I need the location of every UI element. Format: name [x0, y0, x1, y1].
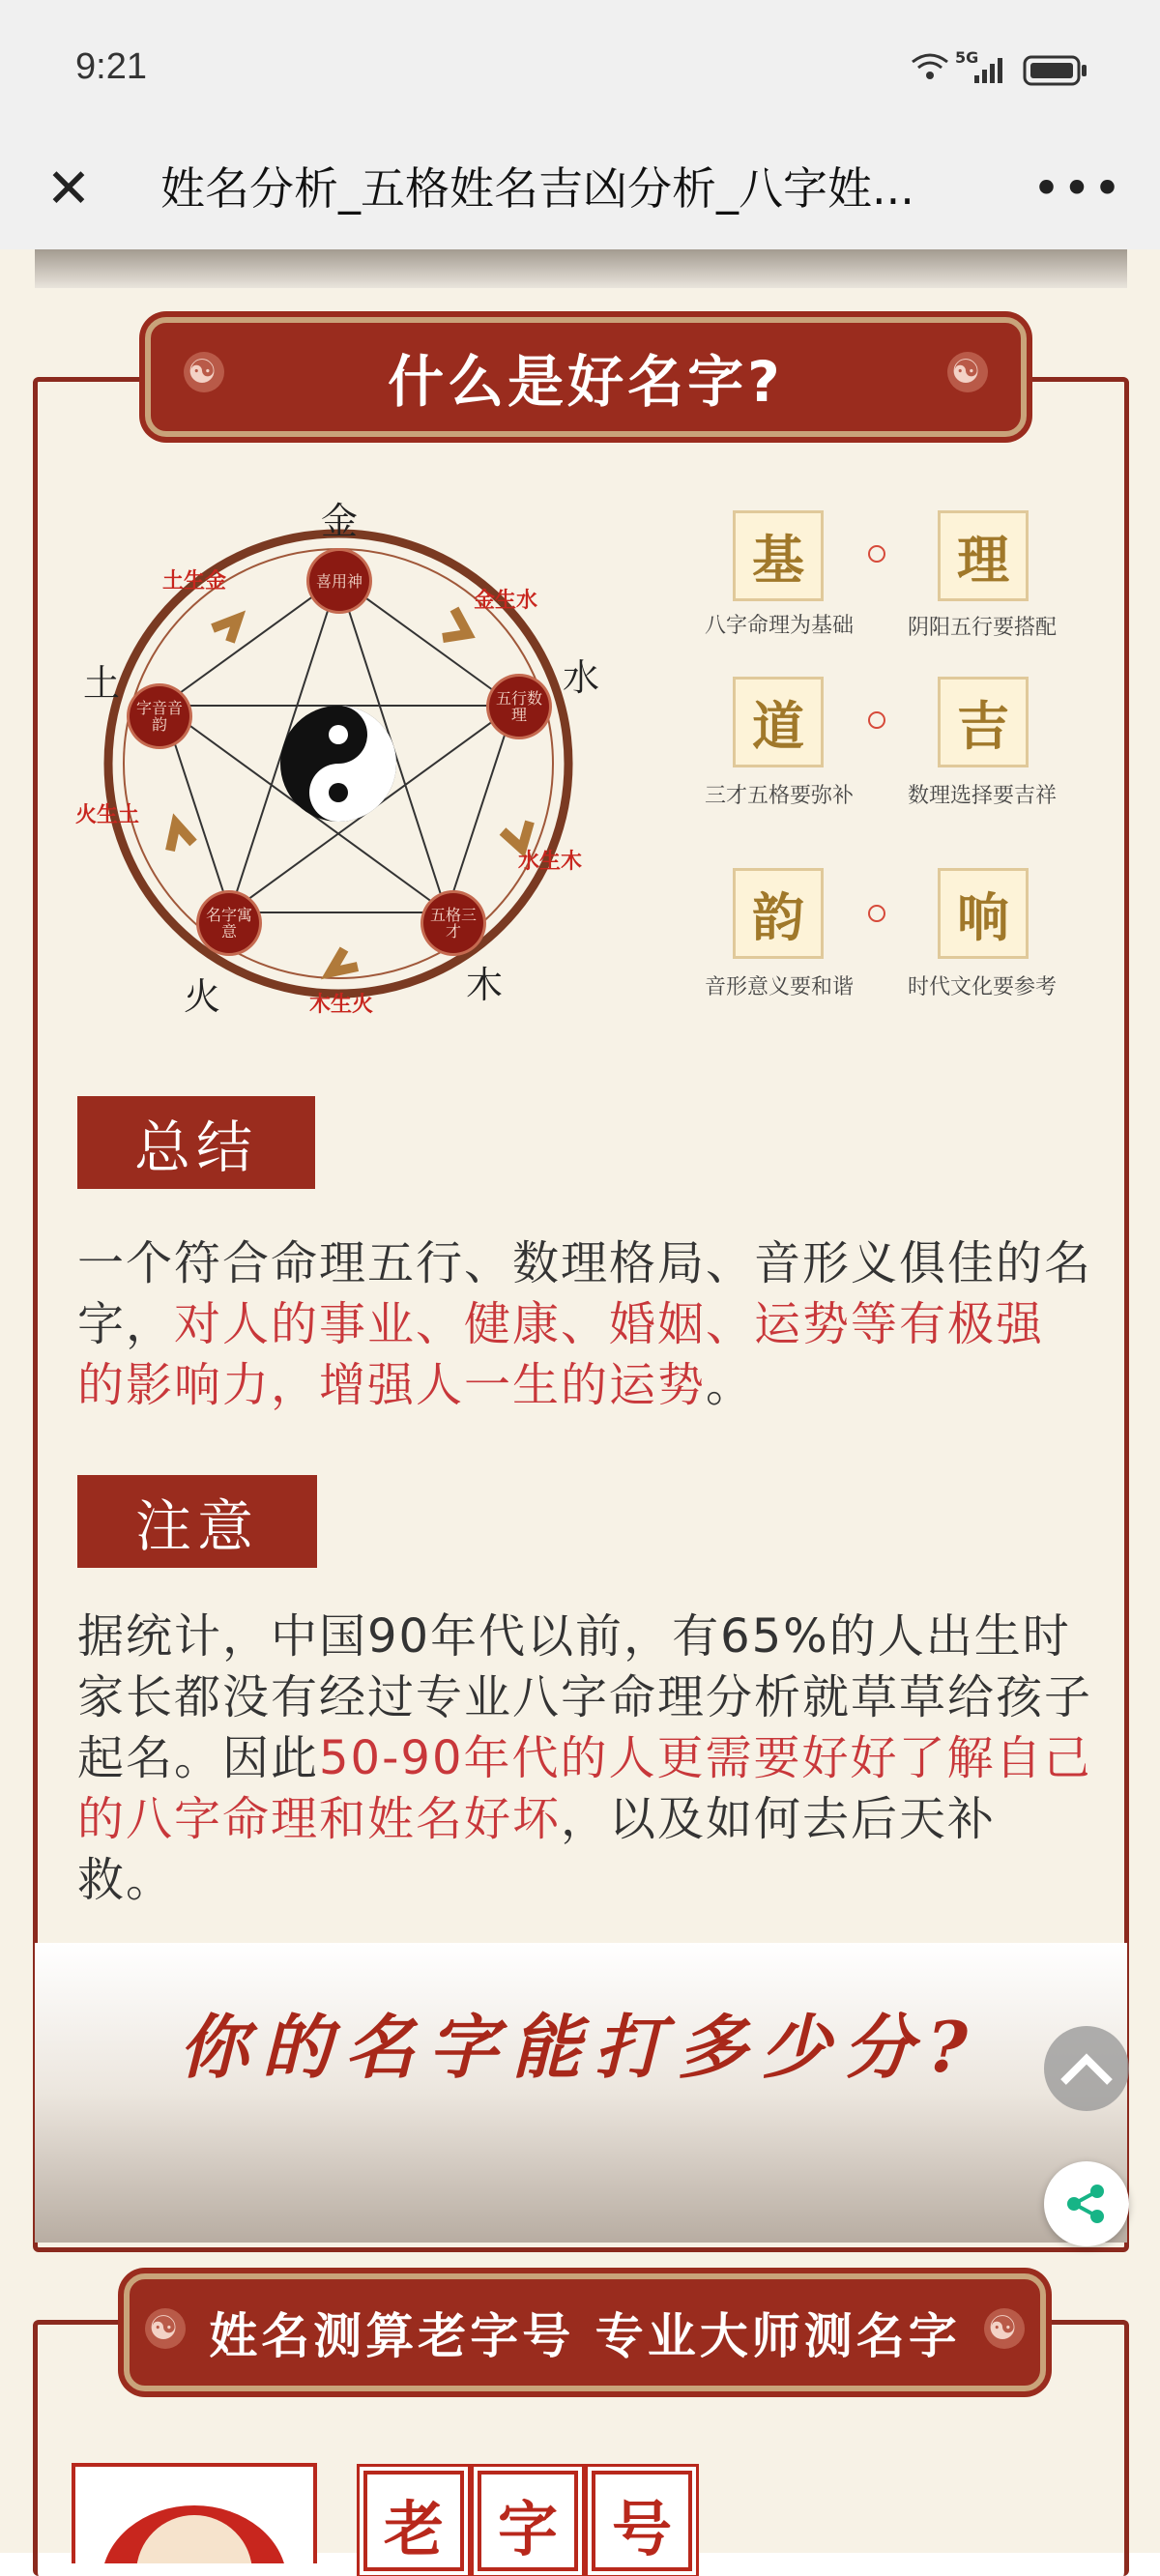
notice-text: 据统计，中国90年代以前，有65%的人出生时家长都没有经过专业八字命理分析就草草给孩子起名。因此 [77, 1609, 1093, 1785]
principle-caption: 数理选择要吉祥 [907, 784, 1057, 808]
direction-water: 水 [563, 656, 600, 699]
battery-icon [1023, 54, 1088, 91]
notice-paragraph [77, 1606, 1092, 1911]
notice-highlight: 50-90年代的人更需要好好了解自己的八字命理和姓名好坏 [77, 1731, 1092, 1846]
connector-dot [868, 545, 885, 563]
principle-char: 吉 [938, 677, 1029, 767]
page-title: 姓名分析_五格姓名吉凶分析_八字姓... [160, 162, 914, 215]
mountain-decoration [35, 249, 1127, 288]
wuxing-node: 名字寓意 [199, 893, 259, 953]
direction-wood: 木 [466, 964, 504, 1006]
yin-yang-icon: ☯ [184, 352, 224, 392]
principle-caption: 时代文化要参考 [907, 975, 1057, 999]
brand-tile: 号 [592, 2471, 692, 2571]
notice-text-end: ，以及如何去后天补救。 [77, 1792, 997, 1907]
cycle-label: 土生金 [162, 569, 227, 593]
cycle-label: 金生水 [474, 589, 538, 613]
summary-paragraph [77, 1233, 1092, 1416]
share-icon [1062, 2180, 1111, 2228]
more-icon[interactable]: ••• [1031, 160, 1124, 217]
chevron-up-icon [1058, 2049, 1116, 2088]
principle-caption: 三才五格要弥补 [704, 784, 854, 808]
mountain-decoration [35, 1943, 1127, 2243]
yin-yang-icon: ☯ [947, 352, 988, 392]
banner-title: 什么是好名字? [388, 349, 784, 415]
section-banner [145, 317, 1027, 437]
principle-caption: 阴阳五行要搭配 [907, 616, 1057, 640]
connector-dot [868, 711, 885, 729]
summary-text-end: 。 [706, 1358, 755, 1412]
connector-dot [868, 905, 885, 922]
wuxing-node: 五行数理 [489, 677, 549, 737]
principle-char: 韵 [733, 868, 824, 959]
brand-tile: 老 [363, 2471, 464, 2571]
wifi-icon [911, 50, 949, 88]
wuxing-node: 喜用神 [309, 551, 369, 611]
slogan: 你的名字能打多少分? [178, 2006, 982, 2088]
close-icon[interactable]: ✕ [45, 157, 92, 220]
cycle-label: 火生土 [75, 803, 140, 827]
principle-caption: 八字命理为基础 [704, 614, 854, 638]
yin-yang-icon: ☯ [145, 2308, 186, 2349]
direction-metal: 金 [321, 500, 359, 542]
wuxing-node: 字音音韵 [130, 686, 189, 746]
principle-char: 理 [938, 510, 1029, 601]
principle-char: 响 [938, 868, 1029, 959]
mascot-frame [72, 2463, 317, 2563]
principle-caption: 音形意义要和谐 [704, 975, 854, 999]
principle-char: 道 [733, 677, 824, 767]
cycle-label: 水生木 [518, 850, 583, 874]
cycle-label: 木生火 [309, 993, 374, 1017]
summary-text: 一个符合命理五行、数理格局、音形义俱佳的名字， [77, 1236, 1093, 1351]
section-banner-2 [124, 2273, 1046, 2391]
wuxing-node: 五格三才 [423, 893, 483, 953]
direction-fire: 火 [184, 975, 221, 1018]
yin-yang-icon: ☯ [984, 2308, 1025, 2349]
share-button[interactable] [1044, 2161, 1129, 2246]
network-type: 5G [955, 48, 979, 67]
status-time: 9:21 [75, 46, 147, 87]
back-to-top-button[interactable] [1044, 2026, 1129, 2111]
direction-earth: 土 [83, 662, 121, 705]
signal-icon [972, 54, 1011, 89]
summary-tag: 总结 [77, 1096, 315, 1189]
summary-highlight: 对人的事业、健康、婚姻、运势等有极强的影响力，增强人一生的运势 [77, 1297, 1045, 1412]
principle-char: 基 [733, 510, 824, 601]
notice-tag: 注意 [77, 1475, 317, 1568]
banner-title-2: 姓名测算老字号 专业大师测名字 [209, 2308, 961, 2364]
brand-tile: 字 [478, 2471, 578, 2571]
